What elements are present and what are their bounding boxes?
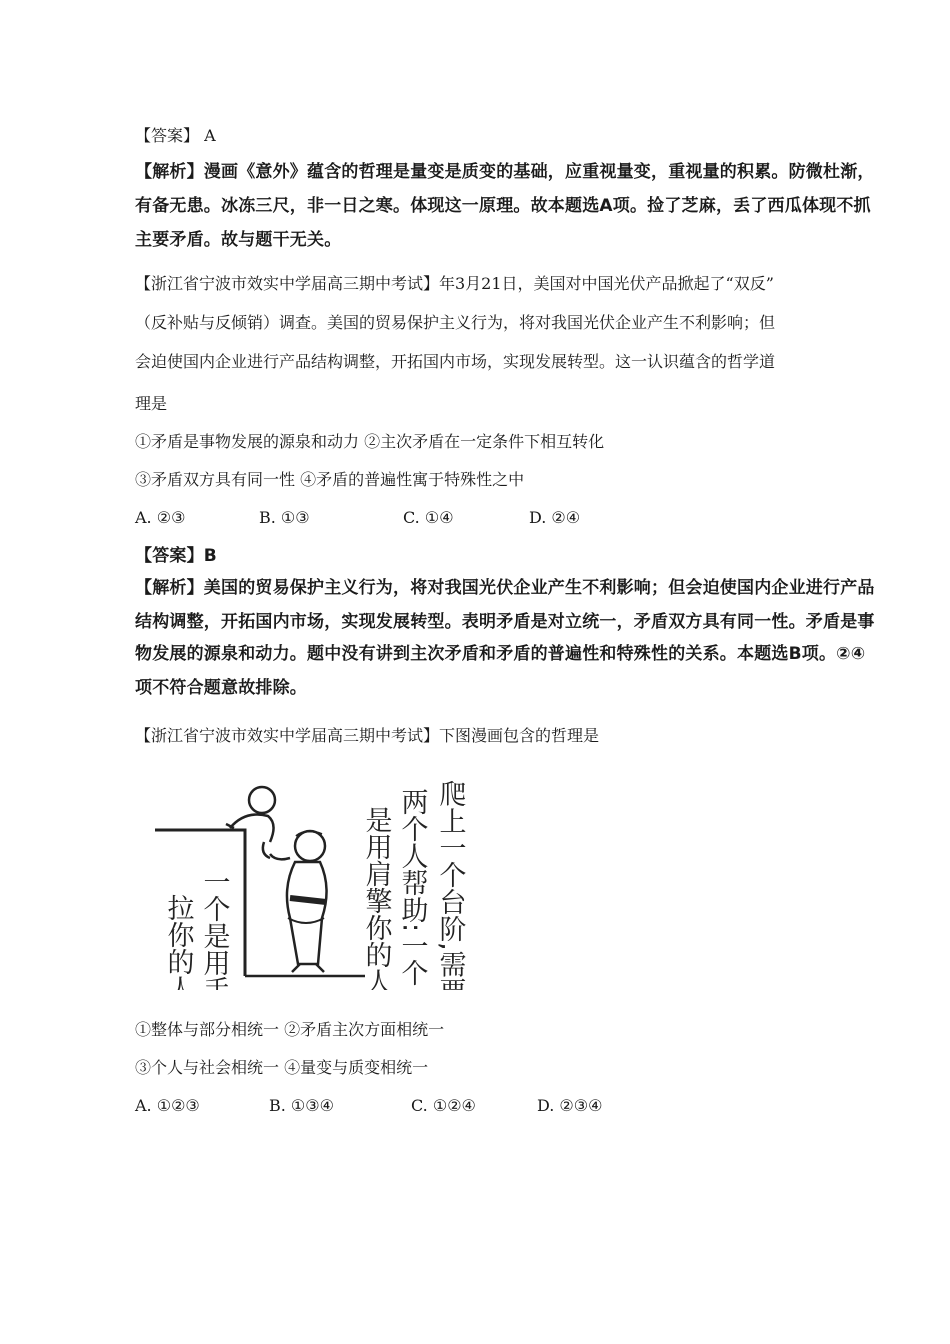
statement-line: ③矛盾双方具有同一性 ④矛盾的普遍性寓于特殊性之中 xyxy=(135,470,525,489)
cartoon-caption-text: 是用肩擎你的人, xyxy=(360,806,392,990)
analysis-line: 项不符合题意故排除。 xyxy=(135,678,307,698)
analysis-line: 【解析】美国的贸易保护主义行为，将对我国光伏企业产生不利影响；但会迫使国内企业进行产品 xyxy=(135,578,875,598)
statement-line: ①整体与部分相统一 ②矛盾主次方面相统一 xyxy=(135,1020,445,1039)
cartoon-image xyxy=(150,758,480,990)
answer-label-q1: 【答案】 A xyxy=(135,126,216,145)
question-stem-line: （反补贴与反倾销）调查。美国的贸易保护主义行为，将对我国光伏企业产生不利影响；但 xyxy=(135,313,776,332)
analysis-line: 【解析】漫画《意外》蕴含的哲理是量变是质变的基础，应重视量变，重视量的积累。防微杜渐， xyxy=(135,162,875,182)
option-b[interactable]: B. ①③④ xyxy=(269,1096,334,1115)
options-row xyxy=(135,1098,602,1114)
analysis-line: 物发展的源泉和动力。题中没有讲到主次矛盾和矛盾的普遍性和特殊性的关系。本题选B项。②④ xyxy=(135,644,866,664)
option-c[interactable]: C. ①④ xyxy=(403,508,454,527)
cartoon-caption xyxy=(163,780,467,990)
option-d[interactable]: D. ②③④ xyxy=(537,1096,603,1115)
statement-line: ③个人与社会相统一 ④量变与质变相统一 xyxy=(135,1058,429,1077)
analysis-line: 有备无患。冰冻三尺，非一日之寒。体现这一原理。故本题选A项。捡了芝麻，丢了西瓜体现不抓 xyxy=(135,196,871,216)
analysis-line: 结构调整，开拓国内市场，实现发展转型。表明矛盾是对立统一，矛盾双方具有同一性。矛盾是事 xyxy=(135,612,875,632)
option-c[interactable]: C. ①②④ xyxy=(411,1096,476,1115)
question-stem-line: 【浙江省宁波市效实中学届高三期中考试】年3月21日，美国对中国光伏产品掀起了“双反” xyxy=(135,274,774,293)
cartoon-caption-text: 爬上一个台阶,需要 xyxy=(434,780,466,990)
question-stem-line: 会迫使国内企业进行产品结构调整，开拓国内市场，实现发展转型。这一认识蕴含的哲学道 xyxy=(135,352,776,371)
analysis-line: 主要矛盾。故与题干无关。 xyxy=(135,230,342,250)
cartoon-caption-text: 一个是用手 xyxy=(198,868,230,990)
question-stem: 【浙江省宁波市效实中学届高三期中考试】下图漫画包含的哲理是 xyxy=(135,726,600,745)
option-d[interactable]: D. ②④ xyxy=(529,508,581,527)
cartoon-caption-text: 两个人帮助:一个 xyxy=(396,788,428,987)
cartoon-caption-text: 拉你的人。 xyxy=(162,894,194,990)
answer-label-q2: 【答案】B xyxy=(135,546,217,566)
options-row xyxy=(135,510,580,526)
option-a[interactable]: A. ②③ xyxy=(135,508,186,527)
option-a[interactable]: A. ①②③ xyxy=(135,1096,200,1115)
statement-line: ①矛盾是事物发展的源泉和动力 ②主次矛盾在一定条件下相互转化 xyxy=(135,432,605,451)
option-b[interactable]: B. ①③ xyxy=(259,508,310,527)
question-stem-line: 理是 xyxy=(135,394,168,413)
